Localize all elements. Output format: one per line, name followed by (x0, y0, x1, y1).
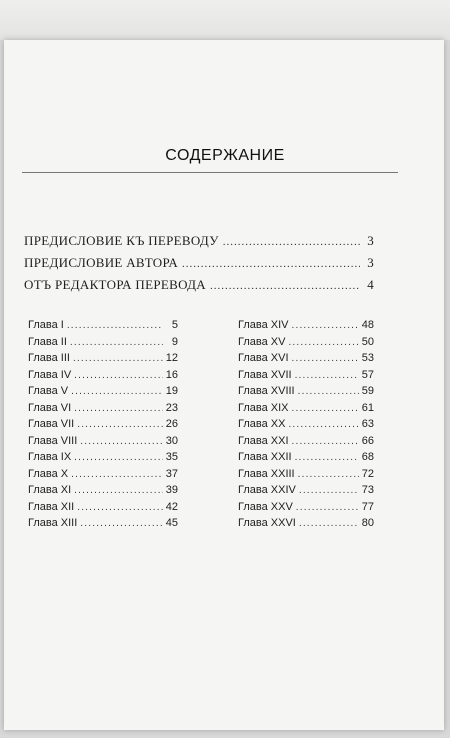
chapter-entry (238, 385, 374, 402)
chapter-entry (28, 517, 178, 534)
dot-leader (295, 452, 359, 463)
chapter-entry (238, 319, 374, 336)
chapter-page: 63 (361, 418, 374, 430)
chapter-entry (28, 451, 178, 468)
dot-leader (298, 469, 359, 480)
dot-leader (299, 485, 359, 496)
chapter-label: Глава XVIII (238, 385, 295, 397)
chapter-page: 73 (361, 484, 374, 496)
chapter-list-right (238, 319, 374, 534)
dot-leader (77, 502, 163, 513)
dot-leader (74, 370, 163, 381)
dot-leader (74, 403, 163, 414)
chapter-label: Глава V (28, 385, 69, 397)
chapter-label: Глава XIII (28, 517, 78, 529)
toc-entry (24, 233, 374, 255)
chapter-entry (238, 501, 374, 518)
toc-entry-label: ПРЕДИСЛОВИЕ КЪ ПЕРЕВОДУ (24, 233, 219, 248)
chapter-page: 12 (165, 352, 178, 364)
dot-leader (288, 419, 358, 430)
toc-entry-page: 3 (367, 255, 374, 270)
chapter-label: Глава VII (28, 418, 75, 430)
chapter-page: 53 (361, 352, 374, 364)
chapter-label: Глава III (28, 352, 70, 364)
chapter-label: Глава XII (28, 500, 75, 513)
chapter-label: Глава XVI (238, 352, 289, 364)
chapter-page: 68 (361, 451, 374, 463)
chapter-label: Глава VIII (28, 434, 78, 447)
dot-leader (299, 518, 359, 529)
chapter-label: Глава X (28, 467, 69, 480)
chapter-entry (238, 484, 374, 501)
chapter-entry (28, 369, 178, 386)
dot-leader (292, 353, 359, 364)
dot-leader (74, 485, 163, 496)
chapter-label: Глава XXII (238, 451, 292, 463)
chapter-page: 42 (165, 500, 178, 513)
chapter-page: 19 (165, 385, 178, 397)
chapter-page: 77 (361, 500, 374, 513)
chapter-label: Глава XVII (238, 368, 292, 381)
page-edge-shadow (0, 0, 450, 40)
dot-leader (296, 502, 359, 513)
chapter-entry (238, 402, 374, 419)
chapter-entry (28, 336, 178, 353)
chapter-label: Глава XXI (238, 434, 289, 447)
chapter-entry (238, 517, 374, 534)
chapter-label: Глава II (28, 335, 67, 348)
chapter-entry (238, 451, 374, 468)
toc-entry-page: 3 (367, 233, 374, 248)
dot-leader (77, 419, 163, 430)
dot-leader (73, 353, 163, 364)
chapter-entry (238, 435, 374, 452)
chapter-entry (238, 336, 374, 353)
chapter-list-left (28, 319, 178, 534)
chapter-entry (238, 468, 374, 485)
chapter-label: Глава XX (238, 418, 286, 430)
chapter-page: 39 (165, 484, 178, 496)
chapter-page: 9 (171, 335, 178, 348)
dot-leader (74, 452, 163, 463)
dot-leader (80, 436, 162, 447)
toc-entry (24, 277, 374, 299)
chapter-page: 5 (171, 319, 178, 331)
chapter-entry (28, 468, 178, 485)
toc-entry-label: ПРЕДИСЛОВИЕ АВТОРА (24, 255, 179, 270)
chapter-page: 45 (165, 517, 178, 529)
dot-leader (182, 258, 360, 270)
chapter-label: Глава XV (238, 335, 286, 348)
dot-leader (71, 386, 163, 397)
chapter-entry (238, 369, 374, 386)
dot-leader (295, 370, 359, 381)
chapter-page: 16 (165, 368, 178, 381)
chapter-entry (28, 352, 178, 369)
chapter-page: 57 (361, 368, 374, 381)
dot-leader (292, 320, 359, 331)
chapter-page: 61 (361, 401, 374, 414)
chapter-page: 30 (165, 434, 178, 447)
chapter-label: Глава XXIII (238, 467, 295, 480)
chapter-label: Глава XI (28, 484, 72, 496)
page-title: СОДЕРЖАНИЕ (165, 147, 285, 164)
chapter-page: 35 (165, 451, 178, 463)
dot-leader (70, 337, 163, 348)
chapter-entry (28, 435, 178, 452)
chapter-entry (28, 319, 178, 336)
chapter-label: Глава XXIV (238, 484, 296, 496)
dot-leader (288, 337, 358, 348)
chapter-label: Глава XIX (238, 401, 289, 414)
front-matter-list (24, 233, 374, 299)
chapter-page: 59 (361, 385, 374, 397)
dot-leader (71, 469, 163, 480)
chapter-entry (28, 418, 178, 435)
chapter-page: 37 (165, 467, 178, 480)
chapter-entry (28, 402, 178, 419)
chapter-label: Глава IX (28, 451, 72, 463)
chapter-page: 50 (361, 335, 374, 348)
dot-leader (292, 436, 359, 447)
toc-entry-page: 4 (367, 277, 374, 292)
chapter-label: Глава VI (28, 401, 72, 414)
chapter-entry (238, 352, 374, 369)
chapter-label: Глава XIV (238, 319, 289, 331)
dot-leader (210, 280, 360, 292)
title-divider (22, 172, 398, 173)
chapter-entry (28, 501, 178, 518)
chapter-page: 80 (361, 517, 374, 529)
toc-entry (24, 255, 374, 277)
chapter-label: Глава IV (28, 368, 72, 381)
dot-leader (223, 236, 360, 248)
chapter-entry (28, 484, 178, 501)
chapter-entry (238, 418, 374, 435)
chapter-label: Глава I (28, 319, 64, 331)
chapter-page: 23 (165, 401, 178, 414)
chapter-label: Глава XXVI (238, 517, 296, 529)
dot-leader (292, 403, 359, 414)
chapter-page: 48 (361, 319, 374, 331)
dot-leader (80, 518, 162, 529)
chapter-label: Глава XXV (238, 500, 293, 513)
chapter-page: 26 (165, 418, 178, 430)
chapter-page: 72 (361, 467, 374, 480)
dot-leader (298, 386, 359, 397)
chapter-page: 66 (361, 434, 374, 447)
toc-entry-label: ОТЪ РЕДАКТОРА ПЕРЕВОДА (24, 277, 206, 292)
chapter-entry (28, 385, 178, 402)
dot-leader (67, 320, 163, 331)
